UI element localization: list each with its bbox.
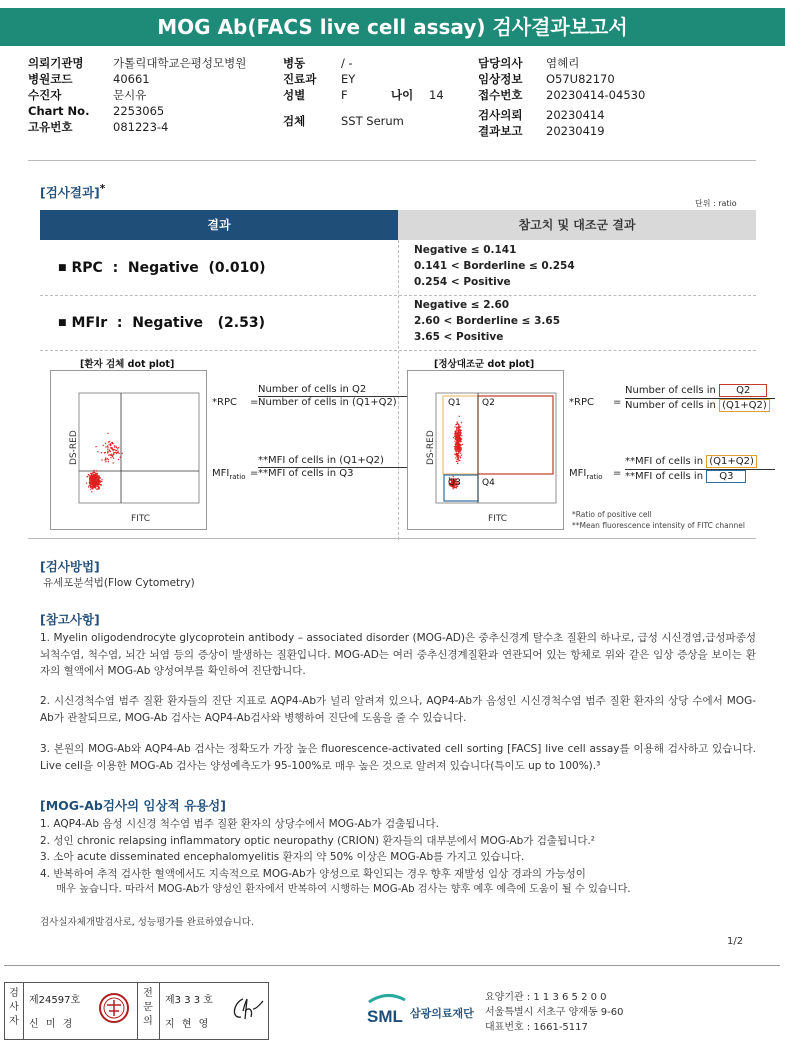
list-item: 4. 반복하여 추적 검사한 혈액에서도 지속적으로 MOG-Ab가 양성으로 확인되는 경우 향후 재발성 임상 경과의 가능성이 xyxy=(40,867,586,880)
value: 081223-4 xyxy=(113,120,169,134)
scatter-dot xyxy=(90,481,91,482)
company-info xyxy=(485,990,624,1035)
scatter-dot xyxy=(454,440,455,441)
q3-box: Q3 xyxy=(706,470,746,483)
patient-dot-plot xyxy=(50,370,207,530)
scatter-dot xyxy=(458,446,459,447)
scatter-dot xyxy=(93,486,94,487)
label: 수진자 xyxy=(28,88,62,102)
scatter-dot xyxy=(456,424,457,425)
scatter-dot xyxy=(456,453,457,454)
x-axis-label: FITC xyxy=(131,514,151,524)
list-item: 매우 높습니다. 따라서 MOG-Ab가 양성인 환자에서 반복하여 시행하는 MOG-Ab 검사는 향후 예후 예측에 도움이 될 수 있습니다. xyxy=(40,884,631,895)
reference-p1: 1. Myelin oligodendrocyte glycoprotein antibody – associated disorder (MOG-AD)은 중추신경계 탈수초 질환의 하나로, 급성 시신경염,급성파종성 뇌척수염, 척수염, 뇌간 뇌염 등의 증상이 발생하는 질환입니다. MOG-AD는 여러 중추신경계질환과 연관되어 있는 항체로 위와 같은 임상 증상을 보이는 환자의 혈액에서 MOG-Ab 양성여부를 확인하여 진단합니다. xyxy=(40,632,756,677)
scatter-dot xyxy=(93,472,94,473)
scatter-dot xyxy=(95,446,96,447)
scatter-dot xyxy=(95,486,96,487)
scatter-dot xyxy=(460,447,461,448)
scatter-dot xyxy=(118,453,119,454)
doctor-no: 제3 3 3 호 xyxy=(165,995,213,1006)
value: SST Serum xyxy=(341,114,404,128)
control-dot-plot xyxy=(407,370,564,530)
scatter-dot xyxy=(459,416,460,417)
scatter-dot xyxy=(455,445,456,446)
scatter-dot xyxy=(457,459,458,460)
rpc-result: ■ RPC : Negative (0.010) xyxy=(58,260,266,276)
clinical-title: [MOG-Ab검사의 임상적 유용성] xyxy=(40,798,226,813)
quadrant-label: Q1 xyxy=(448,398,461,408)
scatter-dot xyxy=(112,456,113,457)
mfir-reference: Negative ≤ 2.60 2.60 < Borderline ≤ 3.65 3.65 < Positive xyxy=(414,299,561,343)
scatter-dot xyxy=(459,456,460,457)
y-axis-label: DS-RED xyxy=(426,430,436,465)
scatter-dot xyxy=(110,447,111,448)
label: 접수번호 xyxy=(478,88,523,102)
scatter-dot xyxy=(107,451,108,452)
scatter-dot xyxy=(98,481,99,482)
value: 가톨릭대학교은평성모병원 xyxy=(113,56,247,70)
scatter-dot xyxy=(114,447,115,448)
scatter-dot xyxy=(461,422,462,423)
scatter-dot xyxy=(458,445,459,446)
scatter-dot xyxy=(95,479,96,480)
label: 병원코드 xyxy=(28,72,73,86)
scatter-dot xyxy=(105,443,106,444)
method-text: 유세포분석법(Flow Cytometry) xyxy=(43,577,195,589)
scatter-dot xyxy=(460,426,461,427)
institution-code: 요양기관 : 1 1 3 6 5 2 0 0 xyxy=(485,992,607,1003)
scatter-dot xyxy=(90,482,91,483)
scatter-dot xyxy=(104,452,105,453)
scatter-dot xyxy=(93,482,94,483)
label: Chart No. xyxy=(28,104,90,118)
scatter-dot xyxy=(115,446,116,447)
header-col3 xyxy=(478,55,758,139)
scatter-dot xyxy=(118,459,119,460)
report-title: MOG Ab(FACS live cell assay) 검사결과보고서 xyxy=(0,8,785,46)
scatter-dot xyxy=(456,451,457,452)
scatter-dot xyxy=(120,457,121,458)
scatter-dot xyxy=(100,485,101,486)
scatter-dot xyxy=(111,448,112,449)
footer-note: 검사실자체개발검사로, 성능평가를 완료하였습니다. xyxy=(40,917,254,928)
scatter-dot xyxy=(455,431,456,432)
scatter-dot xyxy=(88,486,89,487)
scatter-dot xyxy=(96,481,97,482)
scatter-dot xyxy=(455,454,456,455)
value: EY xyxy=(341,72,356,86)
scatter-dot xyxy=(116,447,117,448)
label: 임상정보 xyxy=(478,72,523,86)
scatter-dot xyxy=(101,459,102,460)
scatter-dot xyxy=(457,443,458,444)
header-col2-specimen xyxy=(283,113,473,129)
header-divider xyxy=(28,160,756,161)
patient-plot-title: [환자 검체 dot plot] xyxy=(80,359,175,370)
scatter-dot xyxy=(101,481,102,482)
scatter-dot xyxy=(103,445,104,446)
age-value: 14 xyxy=(429,88,444,102)
clinical-list xyxy=(40,816,760,899)
header-col1 xyxy=(28,55,288,135)
scatter-dot xyxy=(90,489,91,490)
quadrant-label: Q3 xyxy=(448,478,461,488)
scatter-dot xyxy=(110,443,111,444)
list-item: 1. AQP4-Ab 음성 시신경 척수염 범주 질환 환자의 상당수에서 MOG-Ab가 검출됩니다. xyxy=(40,818,439,830)
doctor-signature xyxy=(229,993,265,1023)
scatter-dot xyxy=(108,454,109,455)
scatter-dot xyxy=(457,438,458,439)
x-axis-label: FITC xyxy=(488,514,508,524)
q2-box: Q2 xyxy=(719,384,767,397)
scatter-dot xyxy=(100,482,101,483)
scatter-dot xyxy=(91,479,92,480)
scatter-dot xyxy=(114,445,115,446)
quadrant-label: Q2 xyxy=(482,398,495,408)
scatter-dot xyxy=(456,454,457,455)
scatter-dot xyxy=(459,432,460,433)
inspector-no: 제24597호 xyxy=(29,995,81,1006)
q12-box: (Q1+Q2) xyxy=(719,399,770,412)
scatter-dot xyxy=(91,488,92,489)
scatter-dot xyxy=(98,487,99,488)
scatter-dot xyxy=(456,430,457,431)
label: 진료과 xyxy=(283,72,317,86)
scatter-dot xyxy=(101,452,102,453)
scatter-dot xyxy=(90,473,91,474)
method-title: [검사방법] xyxy=(40,559,100,574)
scatter-dot xyxy=(108,459,109,460)
reference-title: [참고사항] xyxy=(40,612,100,627)
scatter-dot xyxy=(455,457,456,458)
scatter-dot xyxy=(105,461,106,462)
label: 검사의뢰 xyxy=(478,108,523,122)
scatter-dot xyxy=(462,444,463,445)
scatter-dot xyxy=(457,463,458,464)
scatter-dot xyxy=(454,436,455,437)
scatter-dot xyxy=(107,433,108,434)
scatter-dot xyxy=(89,475,90,476)
scatter-dot xyxy=(97,489,98,490)
results-divider xyxy=(28,538,756,539)
scatter-dot xyxy=(458,448,459,449)
inspector-name: 신 미 경 xyxy=(29,1019,75,1030)
scatter-dot xyxy=(454,426,455,427)
scatter-dot xyxy=(456,436,457,437)
scatter-dot xyxy=(107,447,108,448)
scatter-dot xyxy=(458,427,459,428)
scatter-dot xyxy=(94,470,95,471)
value: 20230414-04530 xyxy=(546,88,646,102)
scatter-dot xyxy=(460,453,461,454)
scatter-dot xyxy=(460,433,461,434)
scatter-dot xyxy=(461,430,462,431)
seal-stamp xyxy=(97,991,131,1025)
list-item: 2. 성인 chronic relapsing inflammatory optic neuropathy (CRION) 환자들의 대부분에서 MOG-Ab가 검출됩니다.² xyxy=(40,834,596,847)
scatter-dot xyxy=(108,461,109,462)
signature-box xyxy=(4,982,269,1040)
scatter-dot xyxy=(97,486,98,487)
quadrant-label: Q4 xyxy=(482,478,495,488)
value: 20230419 xyxy=(546,124,605,138)
scatter-dot xyxy=(456,427,457,428)
scatter-dot xyxy=(456,421,457,422)
scatter-dot xyxy=(116,450,117,451)
scatter-dot xyxy=(109,441,110,442)
scatter-dot xyxy=(457,461,458,462)
scatter-dot xyxy=(459,460,460,461)
scatter-dot xyxy=(88,474,89,475)
scatter-dot xyxy=(96,470,97,471)
scatter-dot xyxy=(108,444,109,445)
inspector-label: 검사자 xyxy=(9,988,19,1027)
value: F xyxy=(341,88,348,102)
scatter-dot xyxy=(458,424,459,425)
scatter-dot xyxy=(113,452,114,453)
control-plot-svg xyxy=(408,371,563,529)
scatter-dot xyxy=(456,428,457,429)
scatter-dot xyxy=(460,457,461,458)
scatter-dot xyxy=(94,476,95,477)
scatter-dot xyxy=(116,452,117,453)
scatter-dot xyxy=(112,442,113,443)
scatter-dot xyxy=(87,476,88,477)
header-col2 xyxy=(283,55,473,103)
scatter-dot xyxy=(458,451,459,452)
scatter-dot xyxy=(454,448,455,449)
scatter-dot xyxy=(461,455,462,456)
mfir-result: ■ MFIr : Negative (2.53) xyxy=(58,315,265,331)
scatter-dot xyxy=(455,438,456,439)
scatter-dot xyxy=(455,449,456,450)
scatter-dot xyxy=(110,451,111,452)
scatter-dot xyxy=(93,478,94,479)
scatter-dot xyxy=(94,483,95,484)
scatter-dot xyxy=(109,449,110,450)
label: 검체 xyxy=(283,114,306,128)
scatter-dot xyxy=(118,447,119,448)
scatter-dot xyxy=(92,481,93,482)
scatter-dot xyxy=(99,477,100,478)
patient-plot-svg xyxy=(51,371,206,529)
page-number: 1/2 xyxy=(727,936,744,947)
scatter-dot xyxy=(91,486,92,487)
scatter-dot xyxy=(458,452,459,453)
reference-header: 참고치 및 대조군 결과 xyxy=(398,210,756,240)
sml-logo-icon xyxy=(365,988,410,1028)
scatter-dot xyxy=(113,454,114,455)
label: 고유번호 xyxy=(28,120,73,134)
scatter-dot xyxy=(456,461,457,462)
scatter-dot xyxy=(457,457,458,458)
scatter-dot xyxy=(114,449,115,450)
doctor-name: 지 현 영 xyxy=(165,1019,211,1030)
company-name: 삼광의료재단 xyxy=(410,1007,474,1020)
scatter-dot xyxy=(99,480,100,481)
scatter-dot xyxy=(110,457,111,458)
scatter-dot xyxy=(457,439,458,440)
value: 20230414 xyxy=(546,108,605,122)
control-plot-title: [정상대조군 dot plot] xyxy=(434,359,535,370)
company-phone: 대표번호 : 1661-5117 xyxy=(485,1022,588,1033)
label: 결과보고 xyxy=(478,124,523,138)
scatter-dot xyxy=(452,488,453,489)
y-axis-label: DS-RED xyxy=(69,430,79,465)
reference-p2: 2. 시신경척수염 범주 질환 환자들의 진단 지표로 AQP4-Ab가 널리 알려져 있으나, AQP4-Ab가 음성인 시신경척수염 범주 질환 환자의 상당 수에서 MOG-Ab가 관찰되므로, MOG-Ab 검사는 AQP4-Ab검사와 병행하여 진단에 도움을 줄 수 있습니다. xyxy=(40,695,756,724)
rpc-reference: Negative ≤ 0.141 0.141 < Borderline ≤ 0.254 0.254 < Positive xyxy=(414,244,575,288)
result-header: 결과 xyxy=(40,210,398,240)
scatter-dot xyxy=(113,457,114,458)
value: O57U82170 xyxy=(546,72,615,86)
scatter-dot xyxy=(97,473,98,474)
scatter-dot xyxy=(96,484,97,485)
scatter-dot xyxy=(122,453,123,454)
scatter-dot xyxy=(111,454,112,455)
list-item: 3. 소아 acute disseminated encephalomyelitis 환자의 약 50% 이상은 MOG-Ab를 가지고 있습니다. xyxy=(40,851,525,863)
scatter-dot xyxy=(461,435,462,436)
scatter-dot xyxy=(457,446,458,447)
scatter-dot xyxy=(117,450,118,451)
scatter-dot xyxy=(456,456,457,457)
q12-box: (Q1+Q2) xyxy=(706,455,757,468)
scatter-dot xyxy=(97,451,98,452)
scatter-dot xyxy=(105,446,106,447)
scatter-dot xyxy=(107,448,108,449)
value: / - xyxy=(341,56,353,70)
label: 담당의사 xyxy=(478,56,523,70)
scatter-dot xyxy=(453,437,454,438)
scatter-dot xyxy=(456,442,457,443)
value: 2253065 xyxy=(113,104,165,118)
scatter-dot xyxy=(101,479,102,480)
scatter-dot xyxy=(453,476,454,477)
label: 성별 xyxy=(283,88,306,102)
scatter-dot xyxy=(86,482,87,483)
scatter-dot xyxy=(89,478,90,479)
scatter-dot xyxy=(456,433,457,434)
unit-label: 단위 : ratio xyxy=(695,199,737,208)
scatter-dot xyxy=(98,484,99,485)
value: 문시유 xyxy=(113,88,147,102)
label: 병동 xyxy=(283,56,306,70)
scatter-dot xyxy=(460,438,461,439)
scatter-dot xyxy=(457,434,458,435)
scatter-dot xyxy=(113,449,114,450)
value: 염혜리 xyxy=(546,56,580,70)
value: 40661 xyxy=(113,72,150,86)
scatter-dot xyxy=(104,459,105,460)
scatter-dot xyxy=(91,491,92,492)
age-label: 나이 xyxy=(391,88,414,102)
plot-notes: *Ratio of positive cell **Mean fluorescence intensity of FITC channel xyxy=(572,510,745,530)
results-title: [검사결과]* xyxy=(40,183,106,201)
scatter-dot xyxy=(93,484,94,485)
company-address: 서울특별시 서초구 양재동 9-60 xyxy=(485,1007,624,1018)
reference-p3: 3. 본원의 MOG-Ab와 AQP4-Ab 검사는 정확도가 가장 높은 fluorescence-activated cell sorting [FACS] live cell assay를 이용해 검사하고 있습니다. Live cell을 이용한 MOG-Ab 검사는 양성예측도가 95-100%로 매우 높은 것으로 알려져 있습니다(특이도 up to 100%).³ xyxy=(40,743,756,772)
scatter-dot xyxy=(458,437,459,438)
scatter-dot xyxy=(117,448,118,449)
svg-text:SML: SML xyxy=(367,1007,403,1026)
bottom-divider xyxy=(4,965,780,966)
label: 의뢰기관명 xyxy=(28,56,84,70)
scatter-dot xyxy=(93,480,94,481)
scatter-dot xyxy=(95,475,96,476)
scatter-dot xyxy=(458,430,459,431)
doctor-label: 전문의 xyxy=(143,988,153,1027)
scatter-dot xyxy=(92,475,93,476)
scatter-dot xyxy=(113,462,114,463)
scatter-dot xyxy=(112,450,113,451)
